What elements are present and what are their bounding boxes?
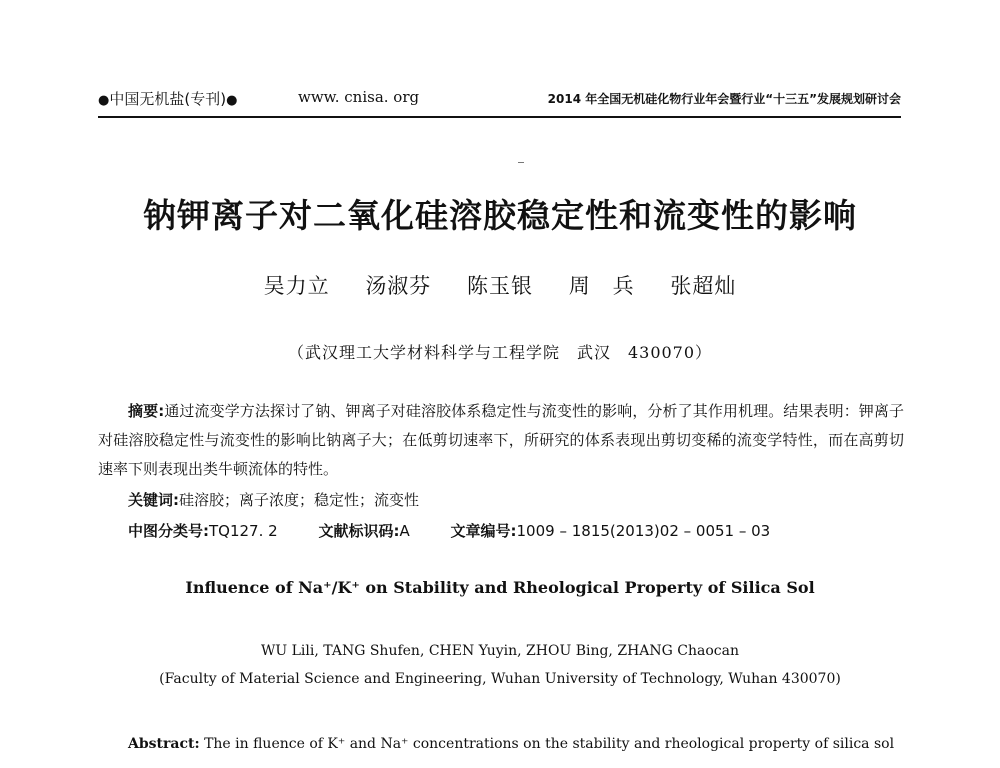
affiliation-cn: （武汉理工大学材料科学与工程学院 武汉 430070） xyxy=(287,343,713,362)
article-number xyxy=(451,520,771,541)
abstract-en-text: The in fluence of K⁺ and Na⁺ concentrations on the stability and rheological property of silica sol xyxy=(204,736,895,752)
abstract-cn-text: 通过流变学方法探讨了钠、钾离子对硅溶胶体系稳定性与流变性的影响，分析了其作用机理。结果表明：钾离子对硅溶胶稳定性与流变性的影响比钠离子大；在低剪切速率下，所研究的体系表现出剪切变稀的流变学特性，而在高剪切速率下则表现出类牛顿流体的特性。 xyxy=(98,402,904,478)
journal-name xyxy=(98,88,237,109)
author-name: 张超灿 xyxy=(670,274,737,298)
abstract-en xyxy=(128,731,904,757)
author-name: 汤淑芬 xyxy=(365,274,432,298)
authors-en: WU Lili, TANG Shufen, CHEN Yuyin, ZHOU Bing, ZHANG Chaocan xyxy=(261,643,739,659)
author-name: 陈玉银 xyxy=(467,274,533,298)
paper-title-cn: 钠钾离子对二氧化硅溶胶稳定性和流变性的影响 xyxy=(143,196,857,235)
bullet-icon: ● xyxy=(98,93,110,108)
abstract-en-label: Abstract: xyxy=(128,736,200,752)
abstract-cn-label: 摘要: xyxy=(128,402,165,420)
article-number-label: 文章编号: xyxy=(450,522,517,540)
abstract-cn xyxy=(98,397,904,484)
classification-line xyxy=(128,520,806,541)
bullet-icon: ● xyxy=(226,93,238,108)
journal-title: 中国无机盐(专刊) xyxy=(109,90,227,108)
document-code-label: 文献标识码: xyxy=(318,522,400,540)
article-number-value: 1009 – 1815(2013)02 – 0051 – 03 xyxy=(516,522,771,540)
author-name: 周 兵 xyxy=(568,274,635,298)
page-header xyxy=(98,84,901,118)
affiliation-en: (Faculty of Material Science and Engineering, Wuhan University of Technology, Wuhan 430070) xyxy=(159,671,841,687)
author-name: 吴力立 xyxy=(263,274,330,298)
clc-label: 中图分类号: xyxy=(128,522,209,540)
document-code xyxy=(318,520,409,541)
document-code-value: A xyxy=(399,522,410,540)
clc-value: TQ127. 2 xyxy=(209,522,278,540)
keywords-text: 硅溶胶；离子浓度；稳定性；流变性 xyxy=(179,491,420,509)
authors-cn xyxy=(0,270,1000,300)
paper-title-en: Influence of Na⁺/K⁺ on Stability and Rheological Property of Silica Sol xyxy=(185,578,815,597)
page-mark xyxy=(518,162,524,163)
conference-name: 2014 年全国无机硅化物行业年会暨行业“十三五”发展规划研讨会 xyxy=(547,92,901,106)
keywords xyxy=(128,489,419,510)
clc-number xyxy=(128,520,278,541)
journal-website: www. cnisa. org xyxy=(298,88,420,106)
keywords-label: 关键词: xyxy=(128,491,179,509)
